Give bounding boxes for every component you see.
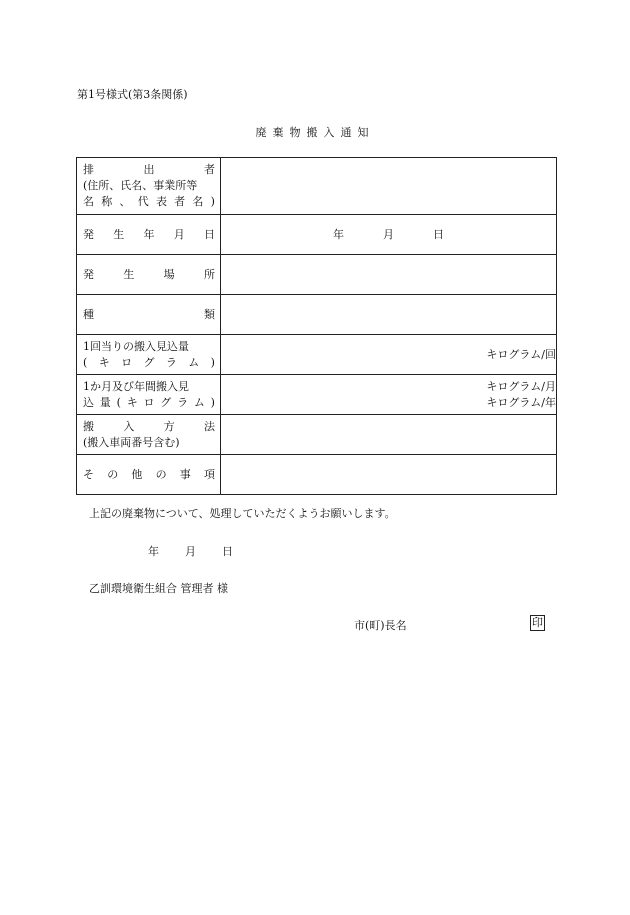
- closing-sentence: 上記の廃棄物について、処理していただくようお願いします。: [89, 507, 396, 520]
- label-place: 発 生 場 所: [77, 255, 221, 295]
- value-date[interactable]: 年 月 日: [221, 215, 557, 255]
- submission-date: 年 月 日: [148, 545, 233, 558]
- value-monthly-annual[interactable]: [221, 375, 557, 415]
- unit-year: キログラム/年: [486, 395, 556, 409]
- unit-month: キログラム/月: [486, 379, 556, 393]
- unit-per-trip: キログラム/回: [486, 347, 556, 361]
- label-per-trip: 1回当りの搬入見込量 ( キ ロ グ ラ ム ): [77, 335, 221, 375]
- addressee: 乙訓環境衛生組合 管理者 様: [89, 582, 228, 595]
- seal-mark: 印: [532, 616, 543, 629]
- value-per-trip[interactable]: [221, 335, 557, 375]
- row-discharger: [77, 158, 557, 215]
- label-date: 発 生 年 月 日: [77, 215, 221, 255]
- row-per-trip: [77, 335, 557, 375]
- value-type[interactable]: [221, 295, 557, 335]
- mayor-name-label: 市(町)長名: [354, 619, 407, 632]
- row-method: [77, 415, 557, 455]
- value-other[interactable]: [221, 455, 557, 495]
- label-line: (住所、氏名、事業所等: [83, 179, 198, 192]
- notification-table: [76, 157, 557, 495]
- label-line: 排 出 者: [83, 163, 215, 176]
- label-other: そ の 他 の 事 項: [77, 455, 221, 495]
- row-monthly-annual: [77, 375, 557, 415]
- form-number: 第1号様式(第3条関係): [77, 88, 188, 101]
- document-title: 廃棄物搬入通知: [255, 126, 375, 139]
- label-method: 搬 入 方 法 (搬入車両番号含む): [77, 415, 221, 455]
- row-date: [77, 215, 557, 255]
- label-type: 種 類: [77, 295, 221, 335]
- label-line: 名 称 、 代 表 者 名 ): [83, 195, 215, 208]
- label-discharger: [77, 158, 221, 215]
- value-method[interactable]: [221, 415, 557, 455]
- row-other: [77, 455, 557, 495]
- row-type: [77, 295, 557, 335]
- row-place: [77, 255, 557, 295]
- value-place[interactable]: [221, 255, 557, 295]
- label-monthly-annual: 1か月及び年間搬入見 込 量 ( キ ロ グ ラ ム ): [77, 375, 221, 415]
- value-discharger[interactable]: [221, 158, 557, 215]
